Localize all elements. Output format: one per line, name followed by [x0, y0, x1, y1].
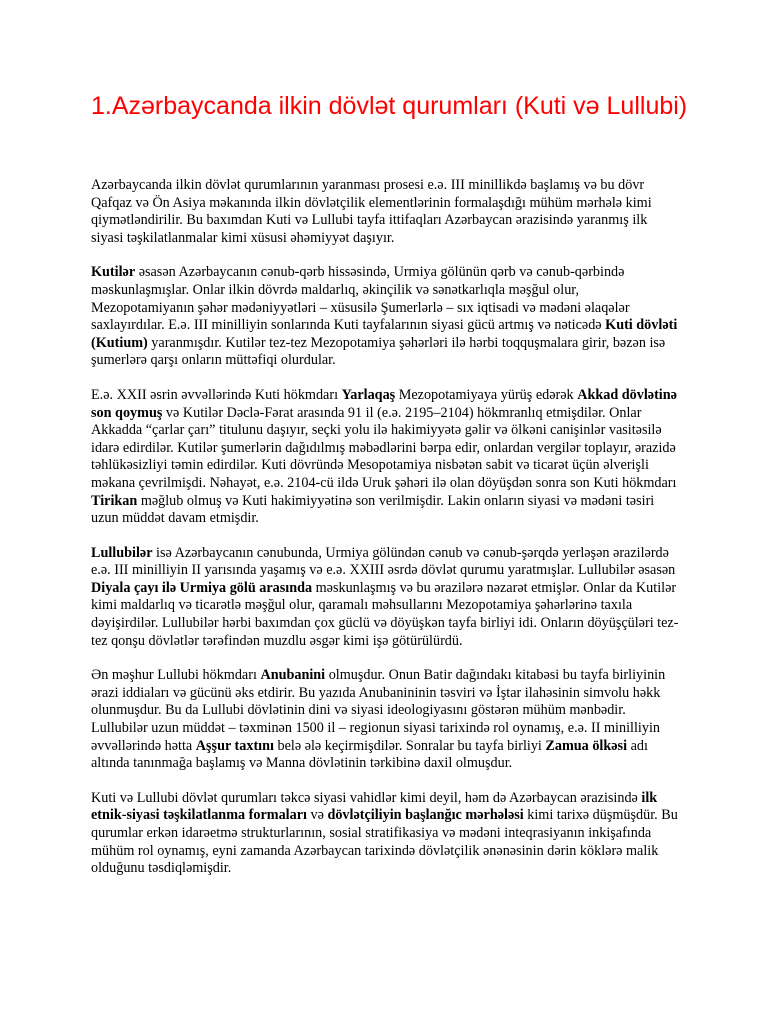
text-run: Mezopotamiyaya yürüş edərək — [395, 386, 578, 403]
paragraph-anubanini — [91, 667, 683, 773]
bold-term: Akkad dövlətinə son qoymuş — [91, 386, 677, 421]
text-run: Ən məşhur Lullubi hökmdarı — [91, 667, 261, 684]
text-run: belə ələ keçirmişdilər. Sonralar bu tayfa birliyi — [273, 737, 546, 754]
bold-term: ilk etnik-siyasi təşkilatlanma formaları — [91, 789, 658, 824]
paragraph-intro — [91, 177, 683, 247]
bold-term: dövlətçiliyin başlanğıc mərhələsi — [327, 807, 524, 824]
text-run: əsasən Azərbaycanın cənub-qərb hissəsində, Urmiya gölünün qərb və cənub-qərbində məskunlaşmışlar. Onlar ilkin dövrdə maldarlıq, əkinçilik və sənətkarlıqla məşğul olur, Mezopotamiyanın şəhər mədəniyyətləri – xüsusilə Şumerlərlə – sıx iqtisadi və mədəni əlaqələr saxlayırdılar. E.ə. III minilliyin sonlarında Kuti tayfalarının siyasi gücü artmış və nəticədə — [91, 264, 630, 334]
bold-term: Kutilər — [91, 264, 136, 281]
bold-term: Aşşur taxtını — [195, 737, 274, 754]
document-body — [91, 177, 683, 895]
text-run: olmuşdur. Onun Batir dağındakı kitabəsi bu tayfa birliyinin ərazi iddiaları və gücünü əks etdirir. Bu yazıda Anubanininin təsviri və İştar ilahəsinin simvolu həkk olunmuşdur. Bu da Lullubi dövlətinin dini və siyasi ideologiyasını göstərən mühüm mənbədir. Lullubilər uzun müddət – təxminən 1500 il – regionun siyasi tarixində rol oynamış, e.ə. II minilliyin əvvəllərində hətta — [91, 667, 666, 754]
bold-term: Diyala çayı ilə Urmiya gölü arasında — [91, 579, 313, 596]
text-run: və Kutilər Dəclə-Fərat arasında 91 il (e.ə. 2195–2104) hökmranlıq etmişdilər. Onlar Akkadda “çarlar çarı” titulunu daşıyır, seçki yolu ilə hakimiyyətə gəlir və ölkəni canişinlər vasitəsilə idarə edirdilər. Kutilər şumerlərin dağıdılmış məbədlərini bərpa edir, onlardan vergilər toplayır, ərazidə təhlükəsizliyi təmin edirdilər. Kuti dövründə Mesopotamiya nisbətən sabit və ticarət üçün əlverişli məkana çevrilmişdi. Nəhayət, e.ə. 2104-cü ildə Uruk şəhəri ilə olan döyüşdən sonra son Kuti hökmdarı — [91, 404, 677, 491]
paragraph-lullubi — [91, 545, 683, 651]
bold-term: Tirikan — [91, 492, 138, 509]
text-run: E.ə. XXII əsrin əvvəllərində Kuti hökmdarı — [91, 386, 342, 403]
bold-term: Zamua ölkəsi — [545, 737, 628, 754]
text-run: adı altında tanınmağa başlamış və Manna dövlətinin tərkibinə daxil olmuşdur. — [91, 737, 648, 772]
bold-term: Yarlaqaş — [341, 386, 396, 403]
text-run: kimi tarixə düşmüşdür. Bu qurumlar erkən idarəetmə strukturlarının, sosial stratifikasiya və mədəni inteqrasiyanın inkişafında mühüm rol oynamış, eyni zamanda Azərbaycan tarixində dövlətçilik ənənəsinin dərin köklərə malik olduğunu təsdiqləmişdir. — [91, 807, 678, 877]
paragraph-kuti-rule — [91, 387, 683, 528]
text-run: və — [306, 807, 328, 824]
text-run: yaranmışdır. Kutilər tez-tez Mezopotamiya şəhərləri ilə hərbi toqquşmalara girir, bəzən isə şumerlərə qarşı onların müttəfiqi olurdular. — [91, 334, 666, 369]
text-run: Azərbaycanda ilkin dövlət qurumlarının yaranması prosesi e.ə. III minillikdə başlamış və bu dövr Qafqaz və Ön Asiya məkanında ilkin dövlətçilik elementlərinin formalaşdığı mühüm mərhələ kimi qiymətləndirilir. Bu baxımdan Kuti və Lullubi tayfa ittifaqları Azərbaycan ərazisində yaranmış ilk siyasi təşkilatlanmalar kimi xüsusi əhəmiyyət daşıyır. — [91, 177, 652, 246]
text-run: Kuti və Lullubi dövlət qurumları təkcə siyasi vahidlər kimi deyil, həm də Azərbaycan ərazisində — [91, 789, 642, 806]
paragraph-kuti — [91, 264, 683, 370]
text-run: məskunlaşmış və bu ərazilərə nəzarət etmişlər. Onlar da Kutilər kimi maldarlıq və ticarətlə məşğul olur, qaramalı məhsullarını Mezopotamiya şəhərlərinə taxıla dəyişirdilər. Lullubilər hərbi baxımdan çox güclü və döyüşkən tayfa birliyi idi. Onların döyüşçüləri tez-tez qonşu dövlətlər tərəfindən muzdlu əsgər kimi işə götürülürdü. — [91, 579, 679, 649]
text-run: məğlub olmuş və Kuti hakimiyyətinə son verilmişdir. Lakin onların siyasi və mədəni təsiri uzun müddət davam etmişdir. — [91, 492, 655, 527]
bold-term: Anubanini — [260, 667, 326, 684]
bold-term: Kuti dövləti (Kutium) — [91, 317, 678, 351]
document-title: 1.Azərbaycanda ilkin dövlət qurumları (Kuti və Lullubi) — [91, 92, 688, 120]
text-run: isə Azərbaycanın cənubunda, Urmiya gölündən cənub və cənub-şərqdə yerləşən ərazilərdə e.ə. III minilliyin II yarısında yaşamış və e.ə. XXIII əsrdə dövlət qurumu yaratmışlar. Lullubilər əsasən — [91, 544, 676, 579]
paragraph-conclusion — [91, 790, 683, 878]
bold-term: Lullubilər — [91, 544, 153, 561]
